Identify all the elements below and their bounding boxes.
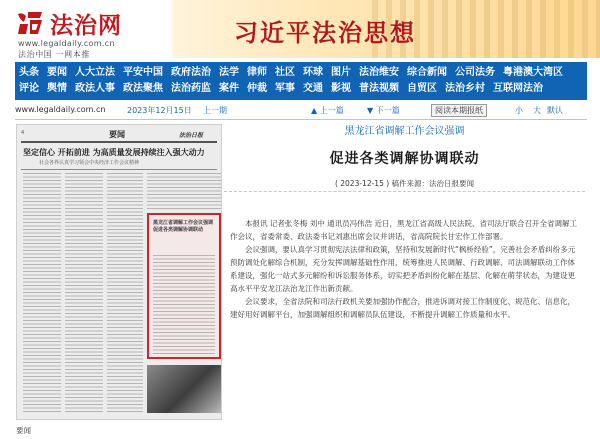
nav-item[interactable]: 法治维安 — [359, 67, 399, 78]
nav-item[interactable]: 舆情 — [47, 83, 67, 94]
paper-text-column — [153, 255, 215, 355]
paper-text-column — [147, 173, 221, 209]
highlighted-article-title: 黑龙江省调解工作会议强调 促进各类调解协调联动 — [153, 220, 214, 233]
nav-item[interactable]: 影视 — [331, 83, 351, 94]
nav-item[interactable]: 要闻 — [47, 67, 67, 78]
nav-item[interactable]: 政府法治 — [171, 67, 211, 78]
logo-mark-icon — [16, 10, 44, 36]
nav-item[interactable]: 图片 — [331, 67, 351, 78]
article-paragraph: 会议强调，要认真学习贯彻宪法法律和政策，坚持和发展新时代“枫桥经验”，完善社会矛盾纠纷多元预防调处化解综合机制，充分发挥调解基础性作用，统筹推进人民调解、行政调解、司法调解联动工作体系建设，强化一站式多元解纷和诉讼服务体系，切实把矛盾纠纷化解在基层、化解在萌芽状态，为建设更高水平平安龙江法治龙江作出新贡献。 — [230, 245, 576, 293]
logo-text: 法治网 — [50, 12, 122, 39]
paper-photo — [147, 365, 221, 413]
nav-item[interactable]: 法学 — [219, 67, 239, 78]
nav-item[interactable]: 社区 — [275, 67, 295, 78]
nav-item[interactable]: 综合新闻 — [407, 67, 447, 78]
font-big-link[interactable]: 大 — [533, 106, 541, 115]
paper-text-column — [107, 173, 143, 413]
nav-item[interactable]: 评论 — [19, 83, 39, 94]
prev-article-link[interactable]: ▲ 上一篇 — [311, 106, 344, 115]
article — [222, 122, 587, 422]
font-default-link[interactable]: 默认 — [547, 106, 563, 115]
issue-date-link[interactable]: 2023年12月15日 — [127, 106, 192, 115]
font-small-link[interactable]: 小 — [515, 106, 523, 115]
highlighted-article-area[interactable] — [147, 213, 221, 359]
nav-row-1 — [19, 66, 563, 82]
nav-item[interactable]: 自贸区 — [407, 83, 437, 94]
nav-item[interactable]: 政法人事 — [75, 83, 115, 94]
nav-item[interactable]: 互联网法治 — [493, 83, 543, 94]
paper-masthead-title: 法治日报 — [179, 132, 204, 139]
paper-page-number: 4 — [21, 130, 25, 136]
article-kicker: 黑龙江省调解工作会议强调 — [344, 126, 465, 137]
nav-item[interactable]: 普法视频 — [359, 83, 399, 94]
article-paragraph: 本报讯 记者张冬梅 刘中 通讯员冯伟浩 近日，黑龙江省高级人民法院、省司法厅联合召开全省调解工作会议，省委常委、政法委书记刘惠出席会议并讲话，省高院院长甘宏作工作部署。 — [230, 219, 578, 241]
site-url: www.legaldaily.com.cn — [15, 105, 106, 114]
paper-divider — [21, 169, 217, 170]
footer-section-label: 要闻 — [16, 426, 31, 435]
nav-item[interactable]: 平安中国 — [123, 67, 163, 78]
prev-issue-link[interactable]: 上一期 — [203, 106, 227, 115]
next-article-link[interactable]: ▼ 下一篇 — [367, 106, 400, 115]
nav-item[interactable]: 人大立法 — [75, 67, 115, 78]
nav-item[interactable]: 公司法务 — [455, 67, 495, 78]
nav-row-2 — [19, 82, 543, 98]
logo-slogan: 法治中国 一网本推 — [18, 50, 90, 59]
nav-item[interactable]: 环球 — [303, 67, 323, 78]
article-paragraph: 会议要求，全省法院和司法行政机关要加强协作配合，推进诉调对接工作制度化、规范化、信息化，建好用好调解平台，加强调解组织和调解员队伍建设，不断提升调解工作质量和水平。 — [230, 297, 575, 319]
logo-url: www.legaldaily.com.cn — [18, 39, 115, 48]
nav-item[interactable]: 交通 — [303, 83, 323, 94]
paper-section: 要闻 — [109, 130, 125, 139]
paper-headline: 坚定信心 开拓前进 为高质量发展持续注入强大动力 — [23, 147, 205, 157]
nav-item[interactable]: 军事 — [275, 83, 295, 94]
article-meta: ( 2023-12-15 ) 稿件来源：法治日报要闻 — [224, 178, 585, 192]
paper-text-column — [65, 173, 103, 413]
main-nav — [15, 62, 587, 100]
nav-item[interactable]: 政法聚焦 — [123, 83, 163, 94]
paper-masthead — [21, 129, 217, 143]
nav-item[interactable]: 法治乡村 — [445, 83, 485, 94]
paper-subhead: 社会各界认真学习领会中央经济工作会议精神 — [39, 160, 140, 166]
nav-item[interactable]: 律师 — [247, 67, 267, 78]
site-logo[interactable] — [16, 6, 126, 59]
newspaper-page-thumbnail[interactable] — [16, 124, 222, 420]
site-header — [0, 0, 600, 60]
nav-item[interactable]: 法治药监 — [171, 83, 211, 94]
article-body — [230, 218, 582, 323]
article-title: 促进各类调解协调联动 — [329, 151, 480, 167]
issue-toolbar — [15, 104, 587, 120]
nav-item[interactable]: 案件 — [219, 83, 239, 94]
nav-item[interactable]: 仲裁 — [247, 83, 267, 94]
paper-text-column — [23, 173, 61, 413]
nav-item[interactable]: 头条 — [19, 67, 39, 78]
thought-banner[interactable] — [172, 0, 600, 58]
nav-item[interactable]: 粤港澳大湾区 — [503, 67, 563, 78]
banner-title: 习近平法治思想 — [234, 18, 416, 47]
read-issue-button[interactable]: 阅读本期报纸 — [431, 104, 487, 117]
